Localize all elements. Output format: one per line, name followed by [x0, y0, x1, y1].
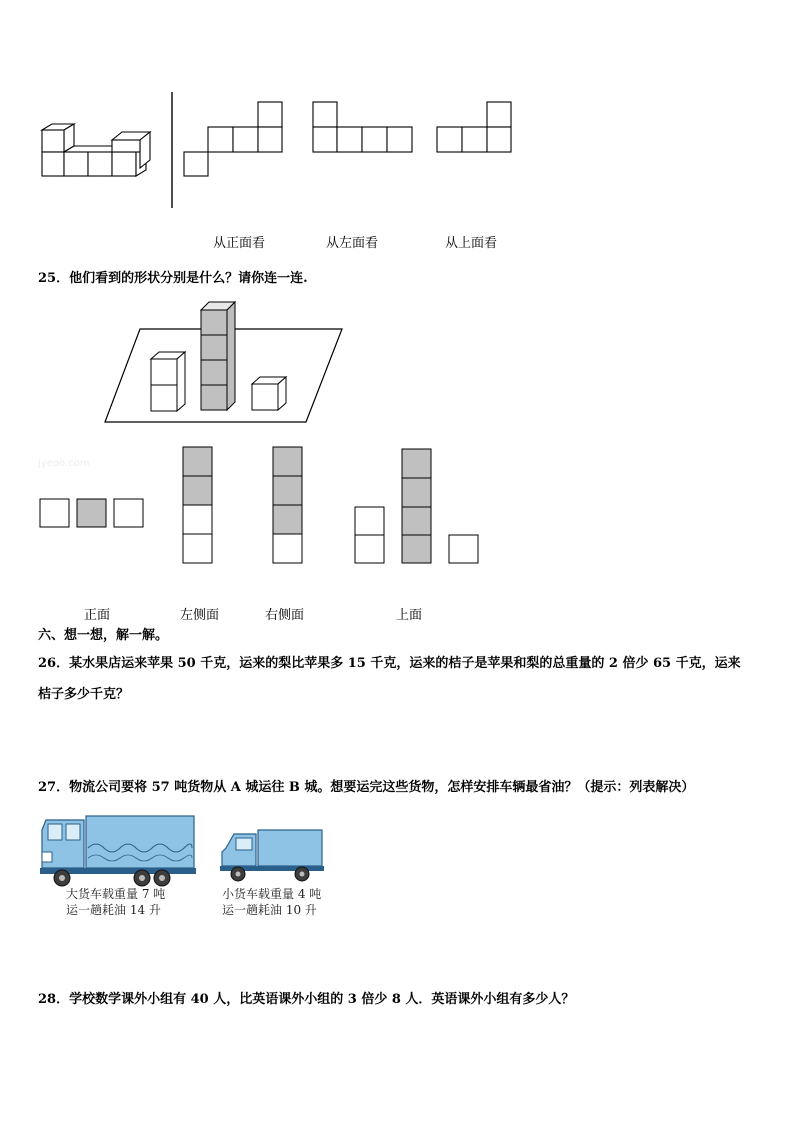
question-text: 物流公司要将 57 吨货物从 A 城运往 B 城。想要运完这些货物，怎样安排车辆最省油？（提示：列表解决） [69, 780, 695, 795]
view-label-front: 从正面看 [213, 236, 266, 251]
question-28 [38, 992, 574, 1008]
question-text-line1: 某水果店运来苹果 50 千克，运来的梨比苹果多 15 千克，运来的桔子是苹果和梨的总重量的 2 倍少 65 千克，运来 [69, 656, 741, 671]
label-front: 正面 [84, 608, 111, 623]
option-left-side [183, 447, 212, 563]
option-front [40, 499, 143, 527]
question-text: 他们看到的形状分别是什么？请你连一连. [69, 271, 308, 286]
question-text: 学校数学课外小组有 40 人，比英语课外小组的 3 倍少 8 人．英语课外小组有多少人？ [69, 992, 575, 1007]
platform-figure [0, 0, 794, 300]
small-truck-capacity: 小货车载重量 4 吨 [222, 887, 322, 901]
question-26-line2: 桔子多少千克？ [38, 687, 130, 702]
watermark: jyeoo.com [38, 458, 90, 469]
question-27 [38, 780, 694, 796]
question-number: 26． [38, 656, 70, 671]
option-top [355, 449, 478, 563]
question-number: 27． [38, 780, 70, 795]
label-right-side: 右侧面 [265, 608, 305, 623]
small-truck-icon [218, 826, 328, 886]
small-truck-fuel: 运一趟耗油 10 升 [222, 903, 317, 917]
question-number: 25． [38, 271, 70, 286]
big-truck-fuel: 运一趟耗油 14 升 [66, 903, 161, 917]
view-label-left: 从左面看 [326, 236, 379, 251]
option-right-side [273, 447, 302, 563]
big-truck-icon [38, 812, 198, 892]
question-number: 28． [38, 992, 70, 1007]
question-26 [38, 656, 741, 672]
view-label-top: 从上面看 [445, 236, 498, 251]
label-top: 上面 [396, 608, 423, 623]
big-truck-caption [66, 886, 165, 918]
section-6-title: 六、想一想，解一解。 [38, 628, 169, 643]
big-truck-capacity: 大货车载重量 7 吨 [66, 887, 166, 901]
label-left-side: 左侧面 [180, 608, 220, 623]
small-truck-caption [222, 886, 321, 918]
